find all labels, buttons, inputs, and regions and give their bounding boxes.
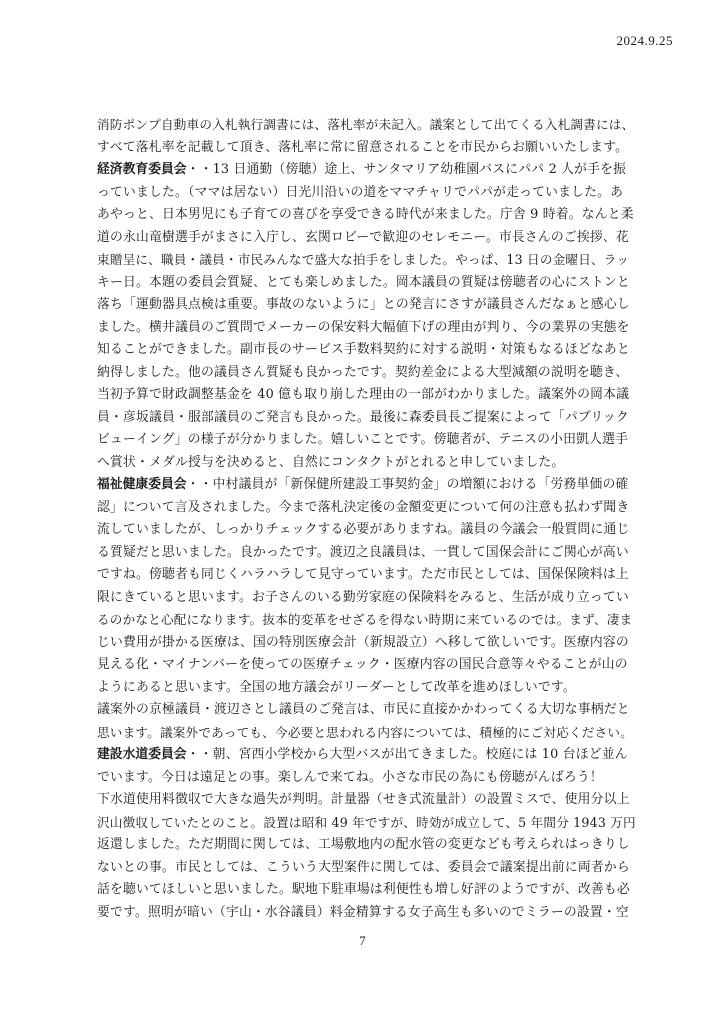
line-text: ・・13 日通勤（傍聴）途上、サンタマリア幼稚園バスにパパ 2 人が手を振 — [186, 162, 627, 177]
line-text: 見える化・マイナンバーを使っての医療チェック・医療内容の国民合意等々やることが山の — [97, 657, 628, 672]
text-line — [97, 182, 637, 205]
text-line — [97, 632, 637, 655]
line-text: 沢山徴収していたとのこと。設置は昭和 49 年ですが、時効が成立して、5 年間分 1943 万円 — [97, 814, 636, 830]
line-text: 限にきていると思います。お子さんのいる勤労家庭の保険料をみると、生活が成り立ってい — [97, 589, 629, 605]
page-number: 7 — [359, 933, 366, 948]
text-line — [97, 519, 637, 542]
text-line — [97, 609, 637, 632]
line-text: 員・彦坂議員・服部議員のご発言も良かった。最後に森委員長ご提案によって「パブリック — [97, 409, 629, 425]
text-line — [97, 384, 637, 407]
line-text: 道の永山竜樹選手がまさに入庁し、玄関ロビーで歓迎のセレモニー。市長さんのご挨拶、花 — [97, 229, 629, 245]
line-text: じい費用が掛かる医療は、国の特別医療会計（新規設立）へ移して欲しいです。医療内容の — [97, 634, 629, 650]
line-text: 返還しました。ただ期間に関しては、工場敷地内の配水管の変更なども考えられはっきりし — [97, 837, 630, 852]
text-line — [97, 362, 637, 385]
text-line — [97, 249, 637, 272]
line-text: でいます。今日は遠足との事。楽しんで来てね。小さな市民の為にも傍聴がんばろう！ — [97, 769, 603, 785]
line-text: ビューイング」の様子が分かりました。嬉しいことです。傍聴者が、テニスの小田凱人選手 — [97, 432, 629, 447]
line-text: 話を聴いてほしいと思いました。駅地下駐車場は利便性も増し好評のようですが、改善も必 — [97, 882, 630, 897]
text-line — [97, 587, 637, 610]
text-line — [97, 542, 637, 565]
text-line — [97, 744, 637, 767]
line-text: 認」について言及されました。今まで落札決定後の金額変更について何の注意も払わず聞き — [97, 499, 630, 515]
line-text: 流していましたが、しっかりチェックする必要がありますね。議員の今議会一般質問に通じ — [97, 522, 630, 537]
section-heading: 経済教育委員会 — [97, 162, 187, 177]
text-line — [97, 767, 637, 790]
text-line — [97, 137, 637, 160]
line-text: ないとの事。市民としては、こういう大型案件に関しては、委員会で議案提出前に両者から — [97, 859, 630, 875]
line-text: るのかなと心配になります。抜本的変革をせざるを得ない時期に来ているのでは。まず、凄ま — [97, 612, 633, 627]
line-text: 落ち「運動器具点検は重要。事故のないように」との発言にさすが議員さんだなぁと感心し — [97, 297, 630, 312]
text-line — [97, 857, 637, 880]
document-date: 2024.9.25 — [616, 33, 673, 48]
line-text: っていました。（ママは居ない）日光川沿いの道をママチャリでパパが走っていました。あ — [97, 184, 624, 200]
line-text: る質疑だと思いました。良かったです。渡辺之良議員は、一貫して国保会計にご関心が高い — [97, 544, 629, 560]
text-line — [97, 474, 637, 497]
line-text: 当初予算で財政調整基金を 40 億も取り崩した理由の一部がわかりました。議案外の岡本議 — [97, 387, 630, 402]
text-line — [97, 564, 637, 587]
line-text: 消防ポンプ自動車の入札執行調書には、落札率が未記入。議案として出てくる入札調書には、 — [97, 117, 635, 132]
text-line — [97, 429, 637, 452]
line-text: ですね。傍聴者も同じくハラハラして見守っています。ただ市民としては、国保保険料は上 — [97, 567, 629, 582]
text-line — [97, 879, 637, 902]
text-line — [97, 789, 637, 812]
line-text: ・・中村議員が「新保健所建設工事契約金」の増額における「労務単価の確 — [186, 477, 629, 492]
text-line — [97, 159, 637, 182]
text-line — [97, 699, 637, 722]
text-line — [97, 812, 637, 835]
text-line — [97, 114, 637, 137]
text-line — [97, 272, 637, 295]
text-line — [97, 722, 637, 745]
document-body — [97, 114, 637, 924]
section-heading: 建設水道委員会 — [97, 747, 187, 762]
section-heading: 福祉健康委員会 — [97, 477, 187, 492]
text-line — [97, 227, 637, 250]
text-line — [97, 407, 637, 430]
text-line — [97, 654, 637, 677]
line-text: 要です。照明が暗い（宇山・水谷議員）料金精算する女子高生も多いのでミラーの設置・空 — [97, 904, 629, 920]
line-text: 納得しました。他の議員さん質疑も良かったです。契約差金による大型減額の説明を聴き、 — [97, 364, 629, 380]
text-line — [97, 834, 637, 857]
text-line — [97, 452, 637, 475]
line-text: ました。横井議員のご質問でメーカーの保安料大幅値下げの理由が判り、今の業界の実態を — [97, 319, 630, 335]
line-text: あやっと、日本男児にも子育ての喜びを享受できる時代が来ました。庁舎 9 時着。なんと柔 — [97, 207, 634, 222]
line-text: 知ることができました。副市長のサービス手数料契約に対する説明・対策もなるほどなあと — [97, 342, 630, 357]
text-line — [97, 204, 637, 227]
text-line — [97, 902, 637, 925]
line-text: ・・朝、宮西小学校から大型バスが出てきました。校庭には 10 台ほど並ん — [186, 747, 628, 762]
text-line — [97, 677, 637, 700]
text-line — [97, 339, 637, 362]
text-line — [97, 317, 637, 340]
text-line — [97, 497, 637, 520]
line-text: すべて落札率を記載して頂き、落札率に常に留意されることを市民からお願いいたします。 — [97, 139, 629, 155]
line-text: ようにあると思います。全国の地方議会がリーダーとして改革を進めほしいです。 — [97, 679, 576, 695]
line-text: キー日。本題の委員会質疑、とても楽しめました。岡本議員の質疑は傍聴者の心にストンと — [97, 274, 630, 290]
line-text: へ賞状・メダル授与を決めると、自然にコンタクトがとれると申していました。 — [97, 454, 565, 470]
text-line — [97, 294, 637, 317]
line-text: 束贈呈に、職員・議員・市民みんなで盛大な拍手をしました。やっぱ、13 日の金曜日、ラッ — [97, 252, 630, 267]
line-text: 下水道使用料徴収で大きな過失が判明。計量器（せき式流量計）の設置ミスで、使用分以上 — [97, 792, 630, 807]
line-text: 思います。議案外であっても、今必要と思われる内容については、積極的にご対応ください。 — [97, 724, 633, 740]
line-text: 議案外の京極議員・渡辺さとし議員のご発言は、市民に直接かかわってくる大切な事柄だと — [97, 702, 630, 717]
